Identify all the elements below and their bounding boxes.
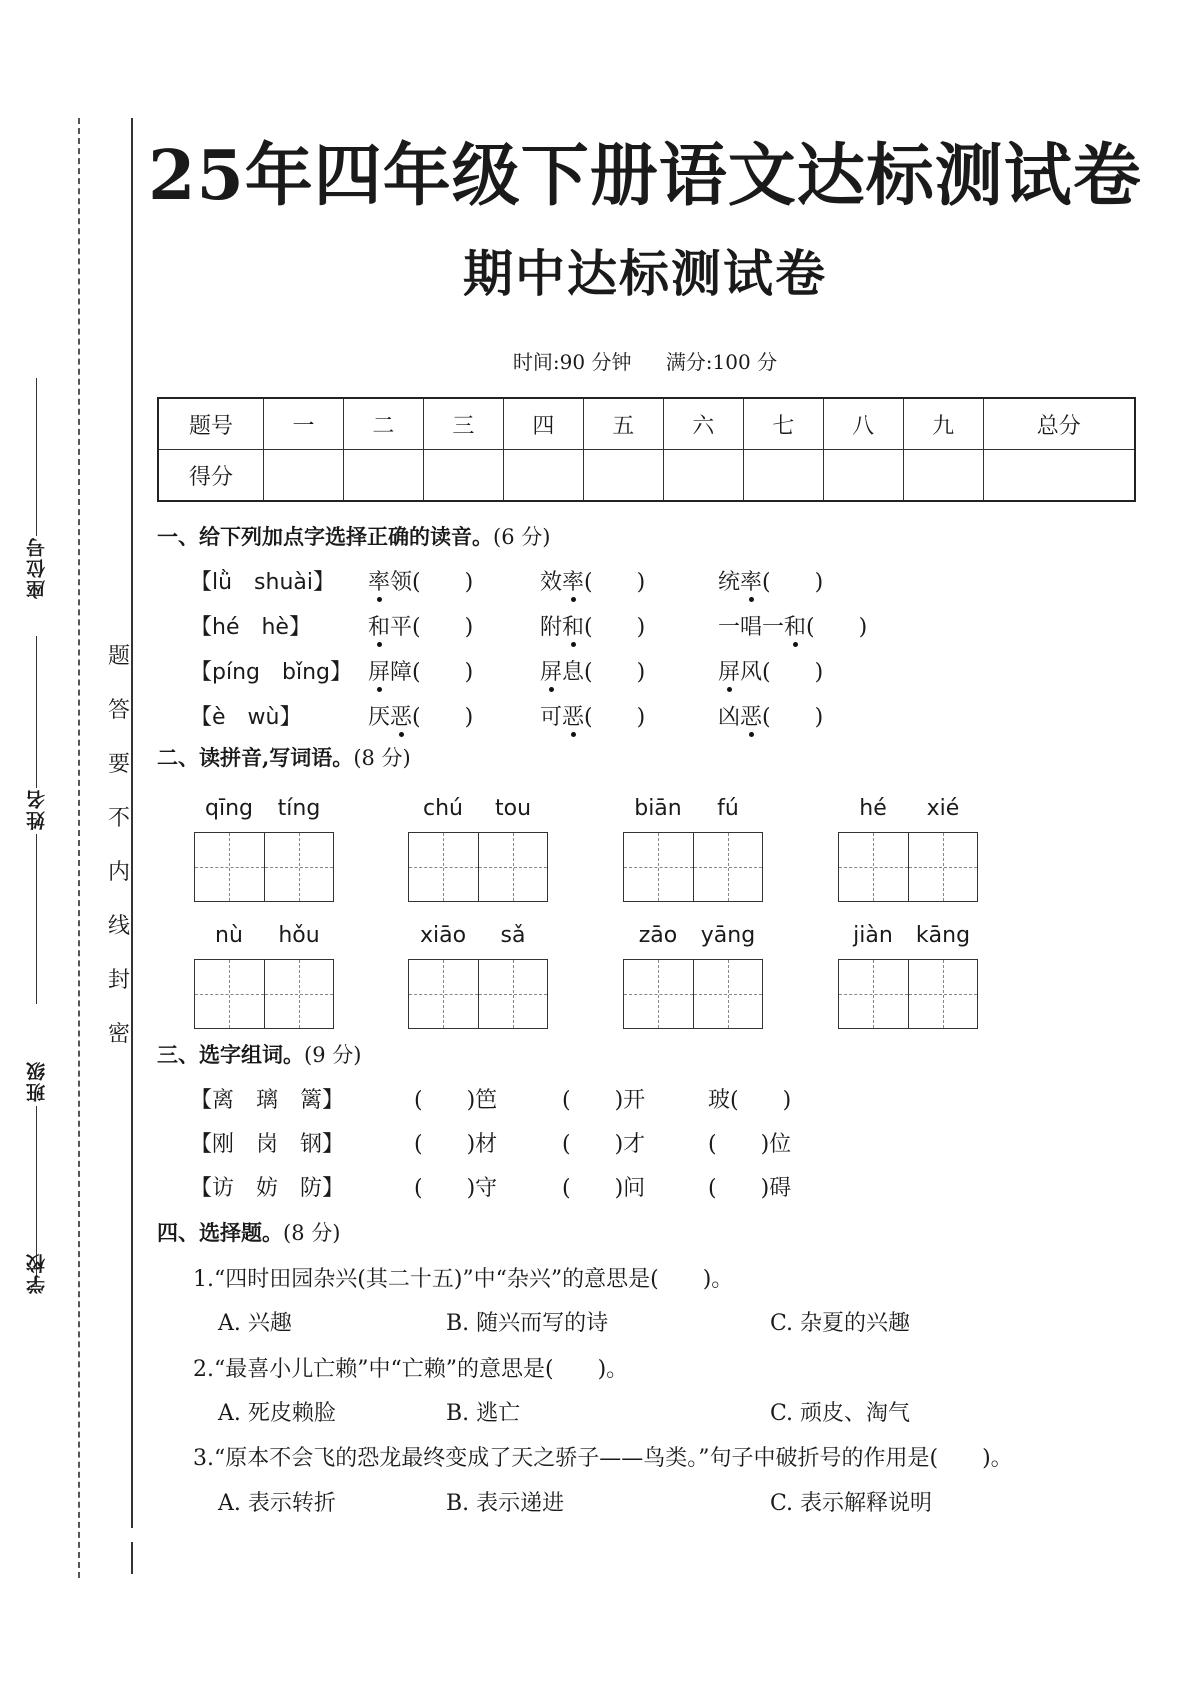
dotted-char: 和 — [368, 610, 390, 641]
writing-grid — [194, 832, 334, 902]
score-cell[interactable] — [743, 450, 823, 502]
seat-number-label: 座位号 — [25, 536, 48, 599]
pinyin-syllable: hǒu — [278, 923, 320, 948]
seat-number-field[interactable] — [16, 378, 56, 603]
character-box[interactable] — [195, 960, 264, 1028]
school-label: 学校 — [25, 1252, 48, 1294]
score-cell[interactable] — [663, 450, 743, 502]
dotted-char: 率 — [368, 565, 390, 596]
dotted-char: 恶 — [562, 700, 584, 731]
word-blank[interactable]: 附和( ) — [540, 610, 645, 641]
pinyin-syllable: nù — [215, 923, 243, 948]
character-box[interactable] — [839, 833, 908, 901]
word-blank[interactable]: 和平( ) — [368, 610, 473, 641]
pinyin-syllable: tou — [494, 796, 532, 821]
character-box[interactable] — [624, 833, 693, 901]
score-cell[interactable] — [503, 450, 583, 502]
exam-meta — [145, 346, 1145, 375]
pinyin-syllable: zāo — [638, 923, 678, 948]
pinyin-syllable: yāng — [700, 923, 756, 948]
score-row: 得分 — [158, 450, 1135, 502]
fold-dashed-line — [78, 118, 80, 1578]
option-b[interactable]: B. 表示递进 — [446, 1491, 565, 1516]
dotted-char: 恶 — [740, 700, 762, 731]
section-1-heading: 一、给下列加点字选择正确的读音。(6 分) — [157, 524, 551, 549]
pinyin-syllable: chú — [423, 796, 463, 821]
pinyin-syllable: kāng — [915, 923, 971, 948]
writing-grid — [408, 959, 548, 1029]
writing-grid — [408, 832, 548, 902]
writing-grid — [838, 959, 978, 1029]
option-a[interactable]: A. 兴趣 — [218, 1311, 292, 1336]
writing-grid — [623, 832, 763, 902]
score-cell[interactable] — [343, 450, 423, 502]
pinyin-options: 【hé hè】 — [190, 615, 311, 640]
character-box[interactable] — [624, 960, 693, 1028]
pinyin-syllable: qīng — [205, 796, 253, 821]
word-blank[interactable]: 屏息( ) — [540, 655, 645, 686]
character-box[interactable] — [908, 960, 978, 1028]
character-box[interactable] — [478, 960, 548, 1028]
score-table — [157, 397, 1136, 502]
character-box[interactable] — [195, 833, 264, 901]
score-cell[interactable] — [423, 450, 503, 502]
section-3-heading: 三、选字组词。(9 分) — [157, 1042, 362, 1067]
question-3: 3.“原本不会飞的恐龙最终变成了天之骄子——鸟类。”句子中破折号的作用是( )。 — [193, 1446, 1013, 1471]
option-c[interactable]: C. 杂夏的兴趣 — [770, 1311, 911, 1336]
score-cell[interactable] — [264, 450, 344, 502]
character-box[interactable] — [478, 833, 548, 901]
writing-grid — [194, 959, 334, 1029]
writing-grid — [838, 832, 978, 902]
pinyin-syllable: sǎ — [500, 923, 526, 948]
dotted-char: 和 — [562, 610, 584, 641]
section-2-heading: 二、读拼音,写词语。(8 分) — [157, 745, 411, 770]
dotted-char: 和 — [784, 610, 806, 641]
seal-solid-line-lower — [131, 1542, 133, 1574]
word-blank[interactable]: 统率( ) — [718, 565, 823, 596]
word-blank[interactable]: 率领( ) — [368, 565, 473, 596]
score-cell[interactable] — [583, 450, 663, 502]
pinyin-syllable: biān — [634, 796, 682, 821]
option-b[interactable]: B. 逃亡 — [446, 1401, 521, 1426]
section-4-heading: 四、选择题。(8 分) — [157, 1220, 341, 1245]
option-b[interactable]: B. 随兴而写的诗 — [446, 1311, 609, 1336]
page-title: 25年四年级下册语文达标测试卷 — [148, 136, 1142, 216]
page-subtitle: 期中达标测试卷 — [463, 244, 827, 303]
word-blank[interactable]: 屏障( ) — [368, 655, 473, 686]
character-box[interactable] — [409, 960, 478, 1028]
word-blank[interactable]: 厌恶( ) — [368, 700, 473, 731]
dotted-char: 屏 — [718, 655, 740, 686]
score-cell[interactable] — [983, 450, 1135, 502]
character-box[interactable] — [908, 833, 978, 901]
dotted-char: 屏 — [368, 655, 390, 686]
pinyin-options: 【píng bǐng】 — [190, 660, 352, 685]
word-blank[interactable]: 凶恶( ) — [718, 700, 823, 731]
word-blank[interactable]: 可恶( ) — [540, 700, 645, 731]
word-blank[interactable]: 一唱一和( ) — [718, 610, 867, 641]
question-number-row: 题号 一 二 三 四 五 六 七 八 九 总分 — [158, 398, 1135, 450]
dotted-char: 屏 — [540, 655, 562, 686]
pinyin-syllable: xiāo — [419, 923, 467, 948]
writing-grid — [623, 959, 763, 1029]
question-1: 1.“四时田园杂兴(其二十五)”中“杂兴”的意思是( )。 — [193, 1267, 734, 1292]
character-box[interactable] — [264, 960, 334, 1028]
option-a[interactable]: A. 表示转折 — [218, 1491, 336, 1516]
option-a[interactable]: A. 死皮赖脸 — [218, 1401, 336, 1426]
time-limit: 时间:90 分钟 — [512, 350, 632, 374]
dotted-char: 恶 — [390, 700, 412, 731]
school-field[interactable] — [16, 1252, 56, 1298]
full-score: 满分:100 分 — [665, 350, 778, 374]
pinyin-syllable: hé — [859, 796, 887, 821]
word-blank[interactable]: 屏风( ) — [718, 655, 823, 686]
pinyin-syllable: fú — [717, 796, 739, 821]
pinyin-options: 【è wù】 — [190, 705, 302, 730]
character-box[interactable] — [839, 960, 908, 1028]
name-field[interactable] — [16, 636, 56, 1004]
question-2: 2.“最喜小儿亡赖”中“亡赖”的意思是( )。 — [193, 1357, 629, 1382]
pinyin-syllable: tíng — [277, 796, 321, 821]
character-box[interactable] — [409, 833, 478, 901]
character-box[interactable] — [693, 833, 763, 901]
score-cell[interactable] — [823, 450, 903, 502]
pinyin-syllable: xié — [926, 796, 960, 821]
pinyin-syllable: jiàn — [853, 923, 893, 948]
option-c[interactable]: C. 顽皮、淘气 — [770, 1401, 911, 1426]
word-blank[interactable]: 效率( ) — [540, 565, 645, 596]
dotted-char: 率 — [740, 565, 762, 596]
score-cell[interactable] — [903, 450, 983, 502]
character-box[interactable] — [693, 960, 763, 1028]
pinyin-options: 【lǜ shuài】 — [190, 570, 335, 595]
class-label: 班级 — [25, 1060, 48, 1102]
seal-warning-text: 题 答 要 不 内 线 封 密 — [107, 644, 130, 1047]
name-label: 姓名 — [25, 788, 48, 830]
character-box[interactable] — [264, 833, 334, 901]
dotted-char: 率 — [562, 565, 584, 596]
option-c[interactable]: C. 表示解释说明 — [770, 1491, 933, 1516]
